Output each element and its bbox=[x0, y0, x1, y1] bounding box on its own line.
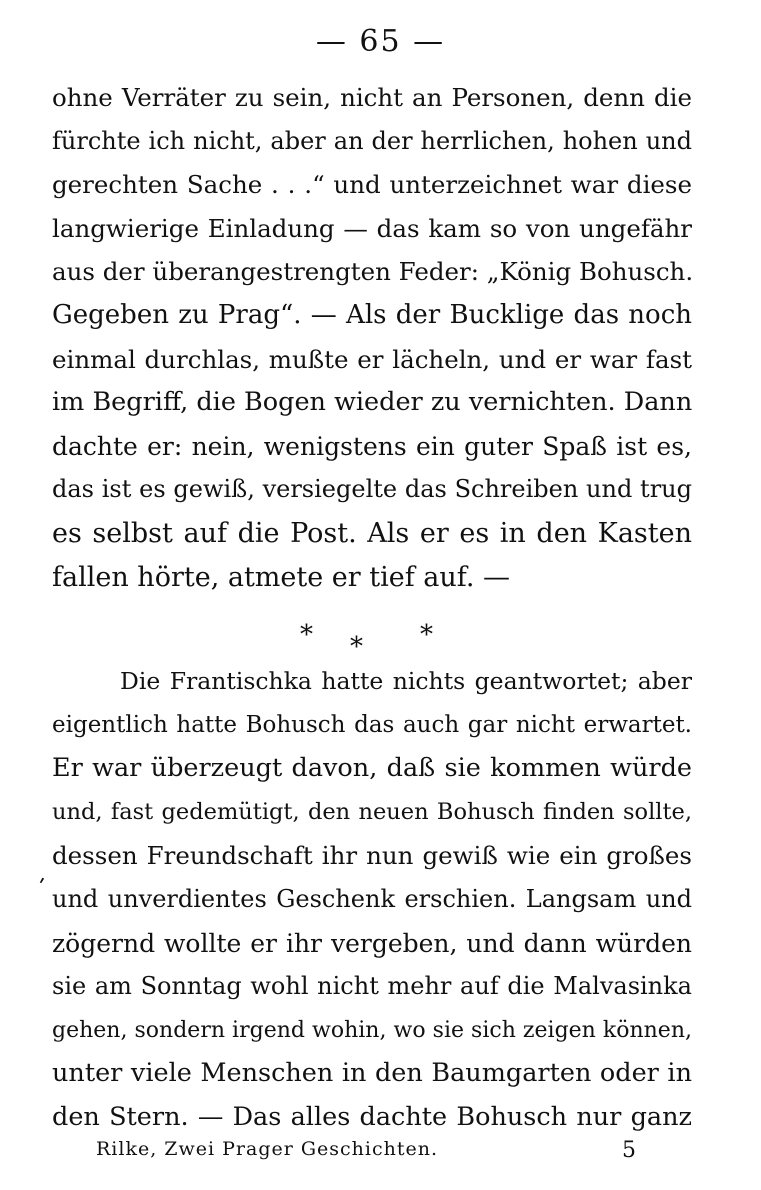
text-line: fürchte ich nicht, aber an der herrlichen, hohen und bbox=[52, 126, 692, 155]
signature-line: Rilke, Zwei Prager Geschichten. bbox=[96, 1138, 439, 1160]
text-line: ohne Verräter zu sein, nicht an Personen, denn die bbox=[52, 83, 692, 112]
text-line: Gegeben zu Prag“. — Als der Bucklige das noch bbox=[52, 299, 692, 330]
page-number: — 65 — bbox=[315, 24, 446, 59]
text-line: im Begriff, die Bogen wieder zu vernichten. Dann bbox=[52, 387, 693, 418]
text-line: es selbst auf die Post. Als er es in den Kasten bbox=[52, 517, 692, 549]
text-line: gehen, sondern irgend wohin, wo sie sich zeigen können, bbox=[52, 1017, 692, 1043]
text-line: gerechten Sache . . .“ und unterzeichnet war diese bbox=[52, 170, 692, 200]
margin-mark: ʹ bbox=[31, 875, 47, 902]
text-line: zögernd wollte er ihr vergeben, und dann würden bbox=[52, 928, 692, 958]
body-text-bottom bbox=[52, 660, 692, 1140]
text-line: aus der überangestrengten Feder: „König Bohusch. bbox=[52, 257, 694, 287]
text-line: dessen Freundschaft ihr nun gewiß wie ein großes bbox=[52, 841, 692, 871]
text-line: und unverdientes Geschenk erschien. Langsam und bbox=[52, 884, 692, 913]
separator-asterisk: * bbox=[300, 620, 313, 650]
text-line: einmal durchlas, mußte er lächeln, und er war fast bbox=[52, 344, 692, 374]
text-line: das ist es gewiß, versiegelte das Schreiben und trug bbox=[52, 475, 692, 504]
text-line: langwierige Einladung — das kam so von ungefähr bbox=[52, 213, 692, 243]
section-separator bbox=[290, 620, 450, 660]
text-line: Er war überzeugt davon, daß sie kommen würde bbox=[52, 753, 692, 784]
text-line: den Stern. — Das alles dachte Bohusch nur ganz bbox=[52, 1101, 692, 1132]
sheet-number: 5 bbox=[622, 1138, 636, 1163]
body-text-top bbox=[52, 76, 692, 599]
text-line: unter viele Menschen in den Baumgarten oder in bbox=[52, 1058, 692, 1089]
text-line: eigentlich hatte Bohusch das auch gar nicht erwartet. bbox=[52, 711, 692, 738]
text-line: sie am Sonntag wohl nicht mehr auf die Malvasinka bbox=[52, 972, 692, 1001]
text-line: dachte er: nein, wenigstens ein guter Spaß ist es, bbox=[52, 431, 692, 461]
separator-asterisk: * bbox=[350, 632, 363, 662]
text-line: fallen hörte, atmete er tief auf. — bbox=[52, 561, 510, 593]
separator-asterisk: * bbox=[420, 620, 433, 650]
text-line: und, fast gedemütigt, den neuen Bohusch finden sollte, bbox=[52, 798, 692, 825]
text-line: Die Frantischka hatte nichts geantwortet; aber bbox=[120, 667, 692, 695]
